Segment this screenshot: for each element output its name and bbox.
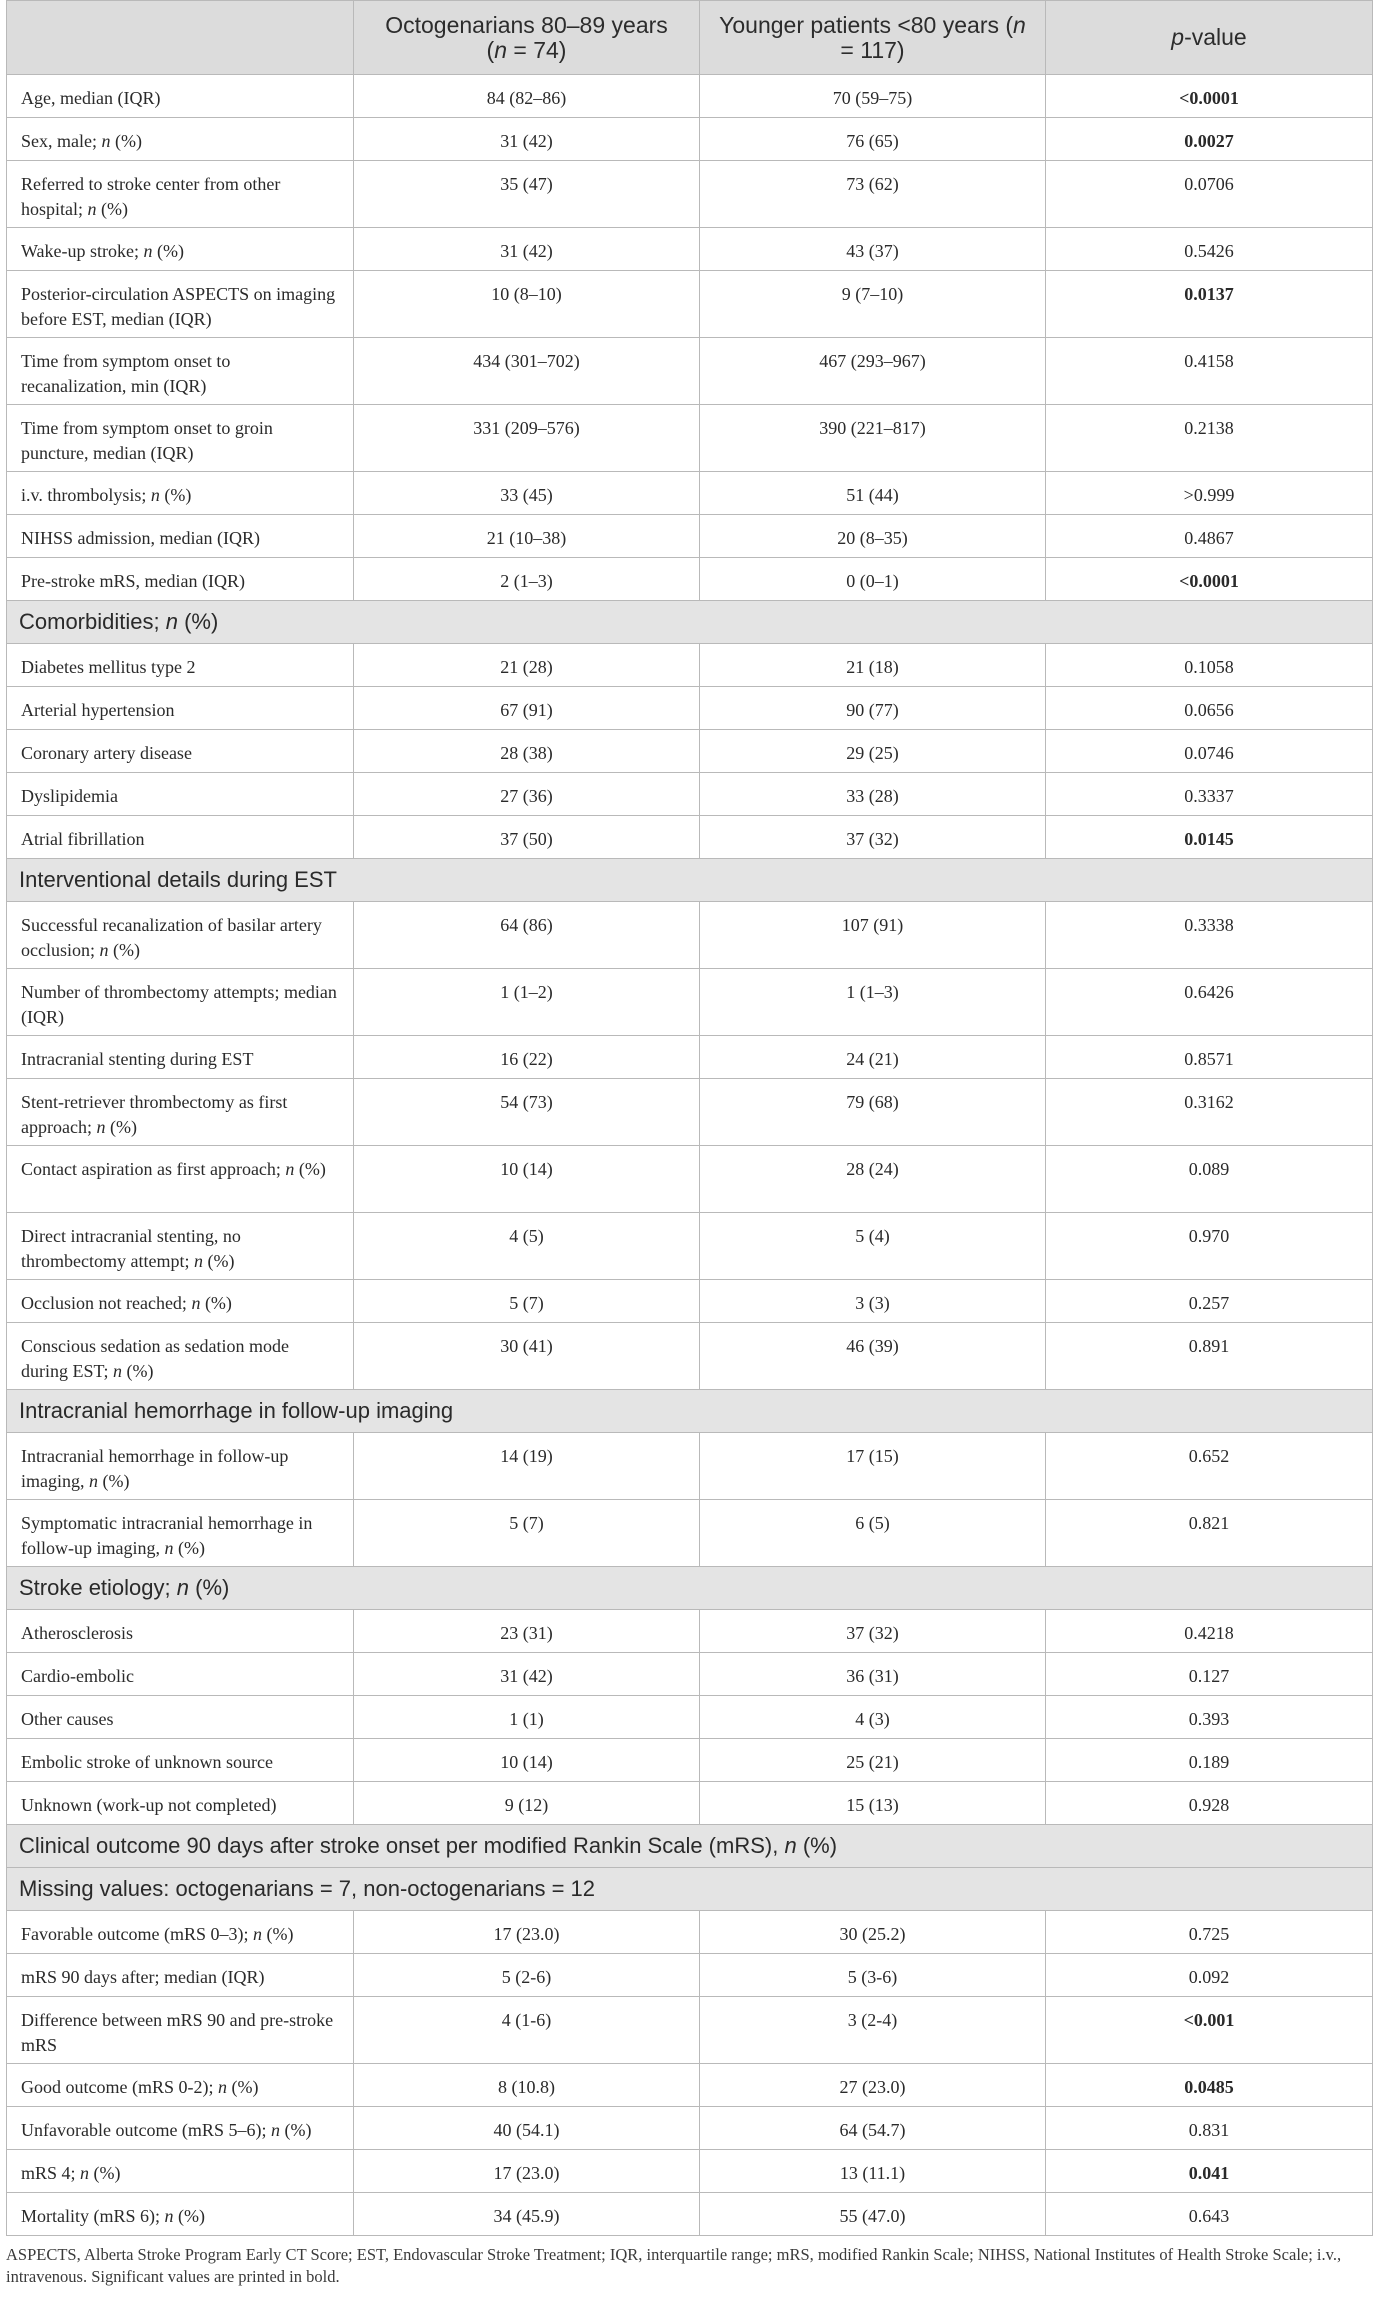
octogenarians-value: 8 (10.8) (354, 2064, 700, 2107)
p-value: 0.041 (1046, 2150, 1373, 2193)
row-label (7, 1213, 354, 1280)
label-text: Intracranial stenting during EST (21, 1049, 254, 1069)
section-header-row (7, 1825, 1373, 1868)
octogenarians-value: 331 (209–576) (354, 405, 700, 472)
table-row (7, 1954, 1373, 1997)
p-value: 0.0485 (1046, 2064, 1373, 2107)
label-text: (%) (96, 199, 128, 219)
label-text: (%) (226, 2077, 259, 2097)
p-value: 0.0656 (1046, 687, 1373, 730)
section-header-row (7, 859, 1373, 902)
younger-value: 29 (25) (700, 730, 1046, 773)
italic-n: n (285, 1159, 295, 1179)
italic-n: n (87, 199, 97, 219)
row-label (7, 1782, 354, 1825)
label-text: Direct intracranial stenting, no thrombectomy attempt; (21, 1226, 241, 1271)
p-value: <0.0001 (1046, 558, 1373, 601)
younger-value: 107 (91) (700, 902, 1046, 969)
octogenarians-value: 1 (1–2) (354, 969, 700, 1036)
label-text: (%) (279, 2120, 312, 2140)
row-label (7, 902, 354, 969)
p-value: 0.4218 (1046, 1610, 1373, 1653)
label-text: Dyslipidemia (21, 786, 118, 806)
younger-value: 36 (31) (700, 1653, 1046, 1696)
section-header-row (7, 1390, 1373, 1433)
table-row (7, 1433, 1373, 1500)
label-text: Sex, male; (21, 131, 102, 151)
younger-value: 73 (62) (700, 161, 1046, 228)
table-page (6, 0, 1372, 2288)
table-row (7, 118, 1373, 161)
p-value: 0.6426 (1046, 969, 1373, 1036)
table-row (7, 2193, 1373, 2236)
p-value: 0.0706 (1046, 161, 1373, 228)
octogenarians-value: 5 (7) (354, 1500, 700, 1567)
table-row (7, 1280, 1373, 1323)
table-row (7, 816, 1373, 859)
italic-n: n (176, 1575, 189, 1600)
row-label (7, 515, 354, 558)
row-label (7, 644, 354, 687)
table-row (7, 1739, 1373, 1782)
p-value: 0.891 (1046, 1323, 1373, 1390)
italic-n: n (99, 940, 109, 960)
label-text: (%) (796, 1833, 838, 1858)
section-header-row (7, 601, 1373, 644)
younger-value: 0 (0–1) (700, 558, 1046, 601)
row-label (7, 1280, 354, 1323)
table-row (7, 405, 1373, 472)
octogenarians-value: 64 (86) (354, 902, 700, 969)
italic-n: n (252, 1924, 262, 1944)
younger-value: 28 (24) (700, 1146, 1046, 1213)
label-text: (%) (294, 1159, 326, 1179)
octogenarians-value: 4 (1-6) (354, 1997, 700, 2064)
table-row (7, 730, 1373, 773)
p-value: 0.2138 (1046, 405, 1373, 472)
p-value: 0.821 (1046, 1500, 1373, 1567)
label-text: Clinical outcome 90 days after stroke onset per modified Rankin Scale (mRS), (19, 1833, 785, 1858)
younger-value: 6 (5) (700, 1500, 1046, 1567)
octogenarians-value: 4 (5) (354, 1213, 700, 1280)
table-row (7, 1146, 1373, 1213)
p-value: 0.831 (1046, 2107, 1373, 2150)
italic-n: n (143, 241, 153, 261)
row-label (7, 1079, 354, 1146)
label-text: Wake-up stroke; (21, 241, 144, 261)
table-row (7, 687, 1373, 730)
younger-value: 30 (25.2) (700, 1911, 1046, 1954)
label-text: Favorable outcome (mRS 0–3); (21, 1924, 253, 1944)
younger-value: 76 (65) (700, 118, 1046, 161)
younger-value: 5 (3-6) (700, 1954, 1046, 1997)
p-value: 0.089 (1046, 1146, 1373, 1213)
italic-n: n (784, 1833, 797, 1858)
table-footnote: ASPECTS, Alberta Stroke Program Early CT Score; EST, Endovascular Stroke Treatment; IQR, interquartile range; mRS, modified Rankin Scale; NIHSS, National Institutes of Health Stroke Scale; i.v., intravenous. Significant values are printed in bold. (6, 2245, 1342, 2286)
row-label (7, 969, 354, 1036)
label-text: Embolic stroke of unknown source (21, 1752, 273, 1772)
header-octogenarians: Octogenarians 80–89 years (n = 74) (354, 1, 700, 75)
octogenarians-value: 27 (36) (354, 773, 700, 816)
italic-n: n (89, 1471, 98, 1491)
section-title (7, 1868, 1373, 1911)
italic-n: n (150, 485, 160, 505)
table-row (7, 1696, 1373, 1739)
row-label (7, 472, 354, 515)
octogenarians-value: 14 (19) (354, 1433, 700, 1500)
row-label (7, 1323, 354, 1390)
octogenarians-value: 2 (1–3) (354, 558, 700, 601)
younger-value: 51 (44) (700, 472, 1046, 515)
label-text: Age, median (IQR) (21, 88, 161, 108)
row-label (7, 773, 354, 816)
section-header-row (7, 1567, 1373, 1610)
p-value: <0.001 (1046, 1997, 1373, 2064)
row-label (7, 1500, 354, 1567)
younger-value: 13 (11.1) (700, 2150, 1046, 2193)
table-row (7, 1911, 1373, 1954)
row-label (7, 1911, 354, 1954)
label-text: Stroke etiology; (19, 1575, 177, 1600)
row-label (7, 338, 354, 405)
p-value: 0.0137 (1046, 271, 1373, 338)
table-row (7, 1079, 1373, 1146)
label-text: Time from symptom onset to recanalization, min (IQR) (21, 351, 231, 396)
row-label (7, 405, 354, 472)
table-row (7, 75, 1373, 118)
row-label (7, 1036, 354, 1079)
label-text: Conscious sedation as sedation mode during EST; (21, 1336, 289, 1381)
label-text: Stent-retriever thrombectomy as first approach; (21, 1092, 288, 1137)
p-value: 0.257 (1046, 1280, 1373, 1323)
younger-value: 17 (15) (700, 1433, 1046, 1500)
table-row (7, 1500, 1373, 1567)
table-row (7, 1036, 1373, 1079)
italic-n: n (270, 2120, 280, 2140)
label-text: (%) (108, 940, 140, 960)
table-row (7, 1653, 1373, 1696)
table-row (7, 472, 1373, 515)
section-title (7, 1390, 1373, 1433)
p-value: 0.0746 (1046, 730, 1373, 773)
row-label (7, 730, 354, 773)
table-row (7, 2150, 1373, 2193)
younger-value: 3 (3) (700, 1280, 1046, 1323)
section-title (7, 1567, 1373, 1610)
section-title (7, 601, 1373, 644)
label-text: Successful recanalization of basilar artery occlusion; (21, 915, 322, 960)
p-value: 0.725 (1046, 1911, 1373, 1954)
italic-n: n (164, 2206, 174, 2226)
label-text: Intracranial hemorrhage in follow-up imaging (19, 1398, 454, 1423)
octogenarians-value: 40 (54.1) (354, 2107, 700, 2150)
label-text: NIHSS admission, median (IQR) (21, 528, 260, 548)
italic-n: n (191, 1293, 201, 1313)
italic-n: n (217, 2077, 227, 2097)
table-header (7, 1, 1373, 75)
octogenarians-value: 21 (28) (354, 644, 700, 687)
p-value: 0.127 (1046, 1653, 1373, 1696)
row-label (7, 1739, 354, 1782)
p-value: 0.3337 (1046, 773, 1373, 816)
p-value: 0.970 (1046, 1213, 1373, 1280)
p-value: 0.3162 (1046, 1079, 1373, 1146)
octogenarians-value: 31 (42) (354, 228, 700, 271)
label-text: (%) (152, 241, 184, 261)
label-text: i.v. thrombolysis; (21, 485, 151, 505)
table-body (7, 75, 1373, 2236)
table-row (7, 773, 1373, 816)
header-row (7, 1, 1373, 75)
younger-value: 390 (221–817) (700, 405, 1046, 472)
label-text: Diabetes mellitus type 2 (21, 657, 196, 677)
younger-value: 25 (21) (700, 1739, 1046, 1782)
octogenarians-value: 10 (14) (354, 1146, 700, 1213)
octogenarians-value: 67 (91) (354, 687, 700, 730)
label-text: Posterior-circulation ASPECTS on imaging before EST, median (IQR) (21, 284, 336, 329)
octogenarians-value: 10 (14) (354, 1739, 700, 1782)
p-value: <0.0001 (1046, 75, 1373, 118)
row-label (7, 1610, 354, 1653)
row-label (7, 1954, 354, 1997)
p-value: 0.4158 (1046, 338, 1373, 405)
row-label (7, 2193, 354, 2236)
label-text: Intracranial hemorrhage in follow-up imaging, (21, 1446, 289, 1491)
table-row (7, 161, 1373, 228)
header-p-value: p-value (1046, 1, 1373, 75)
label-text: Cardio-embolic (21, 1666, 134, 1686)
younger-value: 79 (68) (700, 1079, 1046, 1146)
octogenarians-value: 17 (23.0) (354, 1911, 700, 1954)
younger-value: 4 (3) (700, 1696, 1046, 1739)
label-text: (%) (261, 1924, 294, 1944)
label-text: (%) (173, 1538, 205, 1558)
label-text: (%) (98, 1471, 130, 1491)
table-row (7, 1782, 1373, 1825)
younger-value: 27 (23.0) (700, 2064, 1046, 2107)
row-label (7, 2064, 354, 2107)
label-text: Unfavorable outcome (mRS 5–6); (21, 2120, 271, 2140)
younger-value: 55 (47.0) (700, 2193, 1046, 2236)
comparison-table (6, 0, 1373, 2236)
p-value: 0.092 (1046, 1954, 1373, 1997)
table-row (7, 902, 1373, 969)
younger-value: 43 (37) (700, 228, 1046, 271)
octogenarians-value: 17 (23.0) (354, 2150, 700, 2193)
label-text: Arterial hypertension (21, 700, 175, 720)
label-text: Atrial fibrillation (21, 829, 145, 849)
label-text: Comorbidities; (19, 609, 166, 634)
octogenarians-value: 5 (2-6) (354, 1954, 700, 1997)
p-value: 0.393 (1046, 1696, 1373, 1739)
label-text: (%) (110, 131, 142, 151)
row-label (7, 1653, 354, 1696)
table-row (7, 1610, 1373, 1653)
row-label (7, 228, 354, 271)
octogenarians-value: 84 (82–86) (354, 75, 700, 118)
italic-n: n (80, 2163, 90, 2183)
row-label (7, 1696, 354, 1739)
label-text: Missing values: octogenarians = 7, non-octogenarians = 12 (19, 1876, 596, 1901)
table-row (7, 338, 1373, 405)
table-row (7, 1997, 1373, 2064)
table-row (7, 271, 1373, 338)
younger-value: 37 (32) (700, 816, 1046, 859)
row-label (7, 118, 354, 161)
row-label (7, 816, 354, 859)
row-label (7, 1146, 354, 1213)
octogenarians-value: 23 (31) (354, 1610, 700, 1653)
octogenarians-value: 35 (47) (354, 161, 700, 228)
label-text: Time from symptom onset to groin puncture, median (IQR) (21, 418, 273, 463)
octogenarians-value: 434 (301–702) (354, 338, 700, 405)
italic-n: n (101, 131, 111, 151)
section-header-row (7, 1868, 1373, 1911)
octogenarians-value: 28 (38) (354, 730, 700, 773)
younger-value: 20 (8–35) (700, 515, 1046, 558)
label-text: Good outcome (mRS 0-2); (21, 2077, 218, 2097)
octogenarians-value: 31 (42) (354, 118, 700, 161)
label-text: (%) (159, 485, 192, 505)
table-row (7, 228, 1373, 271)
header-younger-patients: Younger patients <80 years (n = 117) (700, 1, 1046, 75)
label-text: Interventional details during EST (19, 867, 337, 892)
younger-value: 3 (2-4) (700, 1997, 1046, 2064)
section-title (7, 1825, 1373, 1868)
p-value: 0.0145 (1046, 816, 1373, 859)
p-value: 0.1058 (1046, 644, 1373, 687)
label-text: Symptomatic intracranial hemorrhage in follow-up imaging, (21, 1513, 313, 1558)
label-text: (%) (202, 1251, 235, 1271)
label-text: Referred to stroke center from other hospital; (21, 174, 281, 219)
p-value: 0.928 (1046, 1782, 1373, 1825)
younger-value: 64 (54.7) (700, 2107, 1046, 2150)
octogenarians-value: 9 (12) (354, 1782, 700, 1825)
octogenarians-value: 34 (45.9) (354, 2193, 700, 2236)
row-label (7, 2107, 354, 2150)
label-text: Difference between mRS 90 and pre-stroke mRS (21, 2010, 334, 2055)
italic-n: n (113, 1361, 123, 1381)
row-label (7, 271, 354, 338)
table-row (7, 2064, 1373, 2107)
younger-value: 15 (13) (700, 1782, 1046, 1825)
younger-value: 21 (18) (700, 644, 1046, 687)
label-text: (%) (89, 2163, 121, 2183)
table-row (7, 969, 1373, 1036)
row-label (7, 558, 354, 601)
label-text: Pre-stroke mRS, median (IQR) (21, 571, 245, 591)
younger-value: 9 (7–10) (700, 271, 1046, 338)
younger-value: 1 (1–3) (700, 969, 1046, 1036)
label-text: Unknown (work-up not completed) (21, 1795, 277, 1815)
section-title (7, 859, 1373, 902)
row-label (7, 75, 354, 118)
p-value: 0.652 (1046, 1433, 1373, 1500)
label-text: (%) (173, 2206, 205, 2226)
label-text: mRS 90 days after; median (IQR) (21, 1967, 265, 1987)
octogenarians-value: 5 (7) (354, 1280, 700, 1323)
table-row (7, 1323, 1373, 1390)
p-value: 0.189 (1046, 1739, 1373, 1782)
octogenarians-value: 1 (1) (354, 1696, 700, 1739)
header-variable (7, 1, 354, 75)
label-text: (%) (177, 609, 219, 634)
younger-value: 467 (293–967) (700, 338, 1046, 405)
younger-value: 37 (32) (700, 1610, 1046, 1653)
italic-n: n (193, 1251, 203, 1271)
row-label (7, 161, 354, 228)
label-text: (%) (105, 1117, 137, 1137)
italic-n: n (96, 1117, 106, 1137)
italic-n: n (164, 1538, 174, 1558)
octogenarians-value: 21 (10–38) (354, 515, 700, 558)
p-value: >0.999 (1046, 472, 1373, 515)
p-value: 0.8571 (1046, 1036, 1373, 1079)
label-text: Number of thrombectomy attempts; median (IQR) (21, 982, 337, 1027)
label-text: Occlusion not reached; (21, 1293, 192, 1313)
label-text: Atherosclerosis (21, 1623, 133, 1643)
table-row (7, 1213, 1373, 1280)
label-text: (%) (200, 1293, 232, 1313)
p-value: 0.643 (1046, 2193, 1373, 2236)
label-text: (%) (122, 1361, 154, 1381)
row-label (7, 687, 354, 730)
octogenarians-value: 10 (8–10) (354, 271, 700, 338)
younger-value: 90 (77) (700, 687, 1046, 730)
younger-value: 24 (21) (700, 1036, 1046, 1079)
octogenarians-value: 16 (22) (354, 1036, 700, 1079)
row-label (7, 1997, 354, 2064)
octogenarians-value: 30 (41) (354, 1323, 700, 1390)
row-label (7, 1433, 354, 1500)
octogenarians-value: 54 (73) (354, 1079, 700, 1146)
row-label (7, 2150, 354, 2193)
label-text: Mortality (mRS 6); (21, 2206, 165, 2226)
p-value: 0.3338 (1046, 902, 1373, 969)
table-row (7, 515, 1373, 558)
label-text: (%) (189, 1575, 230, 1600)
label-text: mRS 4; (21, 2163, 81, 2183)
octogenarians-value: 31 (42) (354, 1653, 700, 1696)
younger-value: 5 (4) (700, 1213, 1046, 1280)
table-row (7, 644, 1373, 687)
label-text: Other causes (21, 1709, 114, 1729)
octogenarians-value: 33 (45) (354, 472, 700, 515)
younger-value: 33 (28) (700, 773, 1046, 816)
table-row (7, 558, 1373, 601)
p-value: 0.0027 (1046, 118, 1373, 161)
table-row (7, 2107, 1373, 2150)
label-text: Coronary artery disease (21, 743, 192, 763)
p-value: 0.5426 (1046, 228, 1373, 271)
octogenarians-value: 37 (50) (354, 816, 700, 859)
p-value: 0.4867 (1046, 515, 1373, 558)
younger-value: 46 (39) (700, 1323, 1046, 1390)
label-text: Contact aspiration as first approach; (21, 1159, 286, 1179)
younger-value: 70 (59–75) (700, 75, 1046, 118)
italic-n: n (165, 609, 178, 634)
